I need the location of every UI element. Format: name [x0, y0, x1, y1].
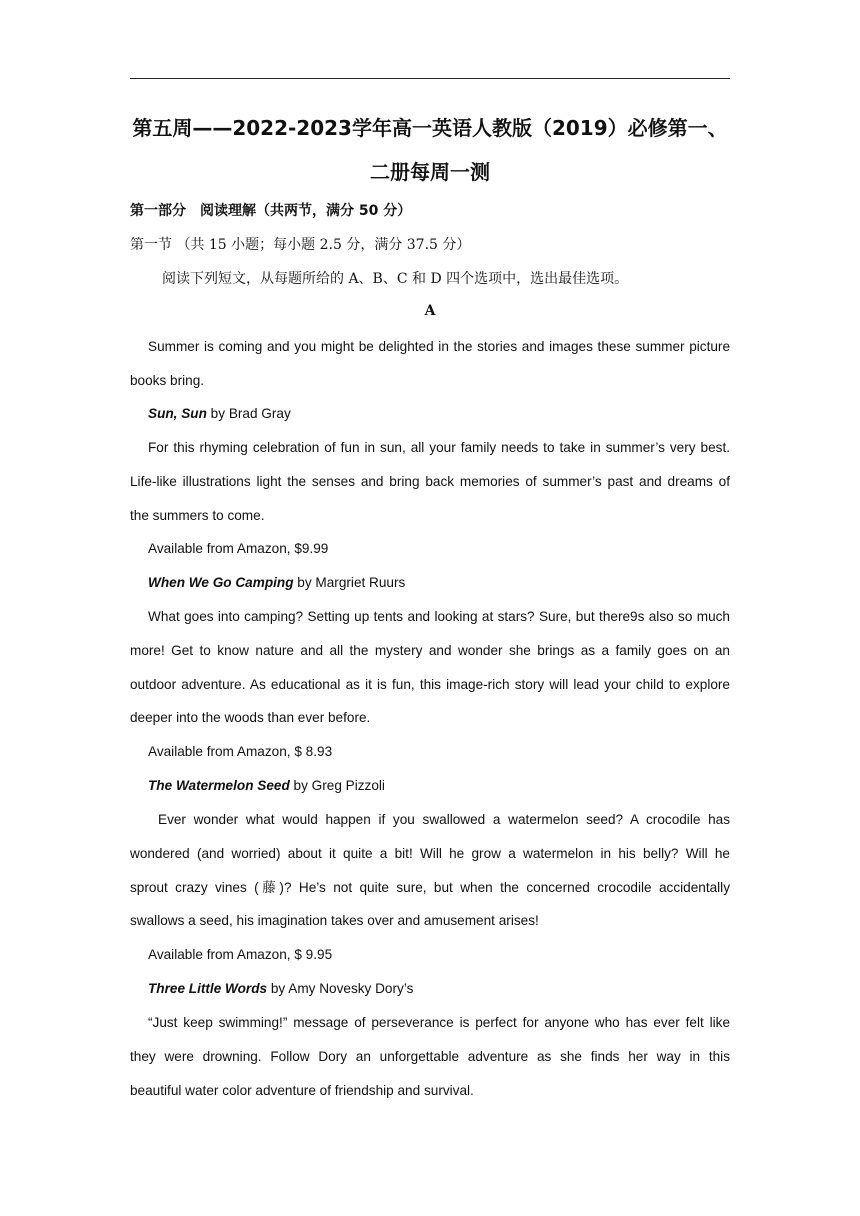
instruction: 阅读下列短文，从每题所给的 A、B、C 和 D 四个选项中，选出最佳选项。: [162, 271, 629, 287]
book-description-line: Life-like illustrations light the senses and bring back memories of summer’s past and dreams of: [130, 474, 730, 489]
book-description-line: more! Get to know nature and all the mystery and wonder she brings as a family goes on an: [130, 643, 730, 658]
book-description-line: swallows a seed, his imagination takes over and amusement arises!: [130, 913, 539, 928]
book-title: Three Little Words: [148, 981, 268, 996]
book-heading: [148, 776, 730, 796]
book-heading: [148, 573, 730, 593]
book-availability: Available from Amazon, $9.99: [148, 541, 329, 556]
subsection-heading: 第一节 （共 15 小题；每小题 2.5 分，满分 37.5 分）: [130, 237, 471, 253]
book-description-line: What goes into camping? Setting up tents and looking at stars? Sure, but there9s also so much: [148, 609, 730, 624]
book-author: by Greg Pizzoli: [289, 778, 385, 793]
book-availability: Available from Amazon, $ 9.95: [148, 947, 333, 962]
book-title: Sun, Sun: [148, 406, 207, 421]
intro-line: Summer is coming and you might be delighted in the stories and images these summer picture: [148, 339, 730, 354]
book-description-line: the summers to come.: [130, 508, 265, 523]
book-description-line: sprout crazy vines (藤)? He’s not quite sure, but when the concerned crocodile accidentally: [130, 880, 730, 895]
book-description-line: they were drowning. Follow Dory an unforgettable adventure as she finds her way in this: [130, 1049, 730, 1064]
book-description-line: Ever wonder what would happen if you swallowed a watermelon seed? A crocodile has: [158, 812, 730, 827]
book-author: by Margriet Ruurs: [293, 575, 406, 590]
book-description-line: deeper into the woods than ever before.: [130, 710, 371, 725]
book-description-line: beautiful water color adventure of friendship and survival.: [130, 1083, 474, 1098]
book-author: by Amy Novesky Dory’s: [267, 981, 414, 996]
passage-letter: A: [424, 303, 436, 319]
book-heading: [148, 404, 730, 424]
intro-line: books bring.: [130, 373, 205, 388]
book-description-line: wondered (and worried) about it quite a bit! Will he grow a watermelon in his belly? Will he: [130, 846, 730, 861]
book-heading: [148, 979, 730, 999]
book-title: The Watermelon Seed: [148, 778, 290, 793]
part-heading: 第一部分 阅读理解（共两节，满分 50 分）: [130, 203, 412, 219]
top-rule: [130, 78, 730, 79]
book-description-line: For this rhyming celebration of fun in sun, all your family needs to take in summer’s very best.: [148, 440, 730, 455]
book-description-line: “Just keep swimming!” message of perseverance is perfect for anyone who has ever felt like: [148, 1015, 730, 1030]
book-description-line: outdoor adventure. As educational as it is fun, this image-rich story will lead your child to explore: [130, 677, 730, 692]
page-title-line-1: 第五周——2022-2023学年高一英语人教版（2019）必修第一、: [132, 116, 728, 140]
page-title-line-2: 二册每周一测: [370, 160, 490, 184]
book-author: by Brad Gray: [206, 406, 291, 421]
book-title: When We Go Camping: [148, 575, 294, 590]
book-availability: Available from Amazon, $ 8.93: [148, 744, 333, 759]
